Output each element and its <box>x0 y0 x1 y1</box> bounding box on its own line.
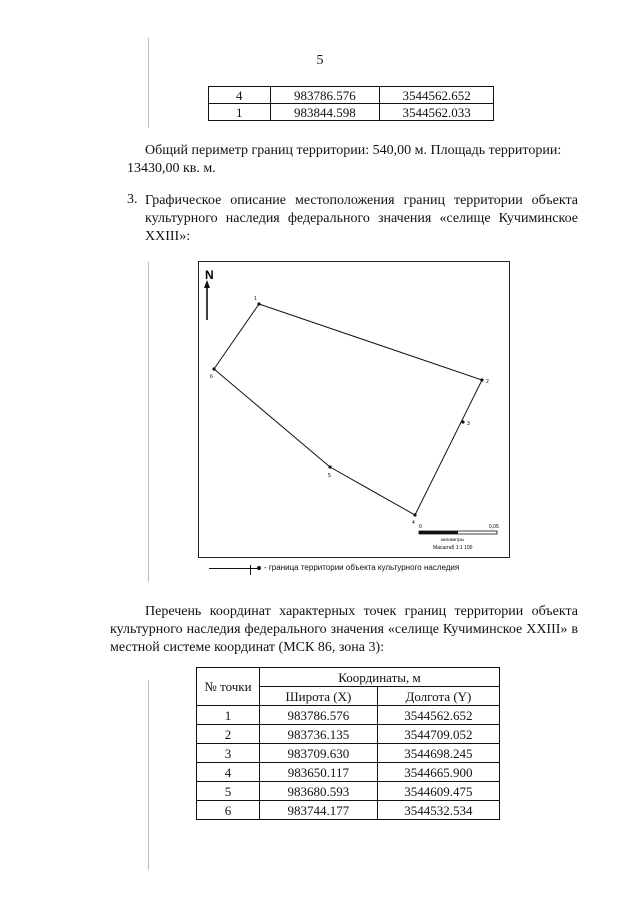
coordinates-intro-text: Перечень координат характерных точек границ территории объекта культурного наследия федерального значения «селище Кучиминское XXIII» в местной системе координат (МСК 86, зона 3): <box>110 604 578 655</box>
latitude-cell: 983736.135 <box>260 725 378 744</box>
boundary-point <box>413 513 416 516</box>
longitude-cell: 3544532.534 <box>377 801 499 820</box>
boundary-point <box>257 302 260 305</box>
coordinates-intro <box>110 603 578 657</box>
scale-left-label: 0 <box>419 524 422 530</box>
item-3-text: Графическое описание местоположения границ территории объекта культурного наследия федерального значения «селище Кучиминское XXIII»: <box>145 193 578 244</box>
scale-right-label: 0,05 <box>489 524 499 530</box>
longitude-cell: 3544665.900 <box>377 763 499 782</box>
table-row <box>197 744 500 763</box>
latitude-cell: 983650.117 <box>260 763 378 782</box>
table-row <box>197 763 500 782</box>
latitude-cell: 983786.576 <box>270 87 380 104</box>
margin-line <box>148 680 149 870</box>
margin-line <box>148 262 149 582</box>
boundary-polygon <box>214 304 482 515</box>
perimeter-line-1: Общий периметр границ территории: 540,00 м. Площадь территории: <box>145 143 562 158</box>
latitude-cell: 983709.630 <box>260 744 378 763</box>
longitude-cell: 3544709.052 <box>377 725 499 744</box>
point-number-cell: 2 <box>197 725 260 744</box>
legend-line-symbol <box>209 568 259 569</box>
longitude-cell: 3544562.033 <box>380 104 494 121</box>
header-coordinates: Координаты, м <box>260 668 500 687</box>
legend-tick-symbol <box>250 565 251 575</box>
table-row <box>197 782 500 801</box>
scale-ratio-label: Масштаб 1:1 100 <box>433 545 473 551</box>
page-number: 5 <box>316 53 324 68</box>
point-number-cell: 4 <box>197 763 260 782</box>
coordinates-table <box>196 667 500 820</box>
scale-unit-label: километры <box>441 537 464 542</box>
table-row <box>197 725 500 744</box>
boundary-map <box>198 261 510 558</box>
point-number-cell: 3 <box>197 744 260 763</box>
margin-line <box>148 38 149 128</box>
legend-text: - граница территории объекта культурного наследия <box>264 563 460 572</box>
boundary-point-label: 3 <box>467 421 470 427</box>
point-number-cell: 5 <box>197 782 260 801</box>
boundary-point <box>328 465 331 468</box>
table-row <box>209 104 494 121</box>
point-number-cell: 4 <box>209 87 271 104</box>
boundary-point-label: 5 <box>328 473 331 479</box>
longitude-cell: 3544698.245 <box>377 744 499 763</box>
longitude-cell: 3544562.652 <box>377 706 499 725</box>
header-latitude: Широта (X) <box>260 687 378 706</box>
boundary-point <box>212 367 215 370</box>
longitude-cell: 3544609.475 <box>377 782 499 801</box>
latitude-cell: 983844.598 <box>270 104 380 121</box>
north-arrow <box>204 268 214 320</box>
item-number: 3. <box>127 192 138 207</box>
point-number-cell: 1 <box>209 104 271 121</box>
map-scale-bar <box>419 524 499 551</box>
top-coordinates-table <box>208 86 494 121</box>
boundary-points <box>210 296 489 526</box>
legend-point-symbol <box>257 566 261 570</box>
north-label: N <box>205 268 214 282</box>
latitude-cell: 983786.576 <box>260 706 378 725</box>
boundary-point-label: 2 <box>486 379 489 385</box>
boundary-point-label: 6 <box>210 374 213 380</box>
header-point-number: № точки <box>197 668 260 706</box>
boundary-point <box>461 420 464 423</box>
boundary-map-svg <box>199 262 509 557</box>
perimeter-text <box>145 142 578 160</box>
perimeter-text-cont: 13430,00 кв. м. <box>127 161 216 176</box>
boundary-point-label: 1 <box>254 296 257 302</box>
header-longitude: Долгота (Y) <box>377 687 499 706</box>
table-row <box>209 87 494 104</box>
point-number-cell: 6 <box>197 801 260 820</box>
boundary-point-label: 4 <box>412 520 415 526</box>
table-row <box>197 706 500 725</box>
point-number-cell: 1 <box>197 706 260 725</box>
boundary-point <box>480 378 483 381</box>
table-row <box>197 801 500 820</box>
latitude-cell: 983680.593 <box>260 782 378 801</box>
longitude-cell: 3544562.652 <box>380 87 494 104</box>
latitude-cell: 983744.177 <box>260 801 378 820</box>
